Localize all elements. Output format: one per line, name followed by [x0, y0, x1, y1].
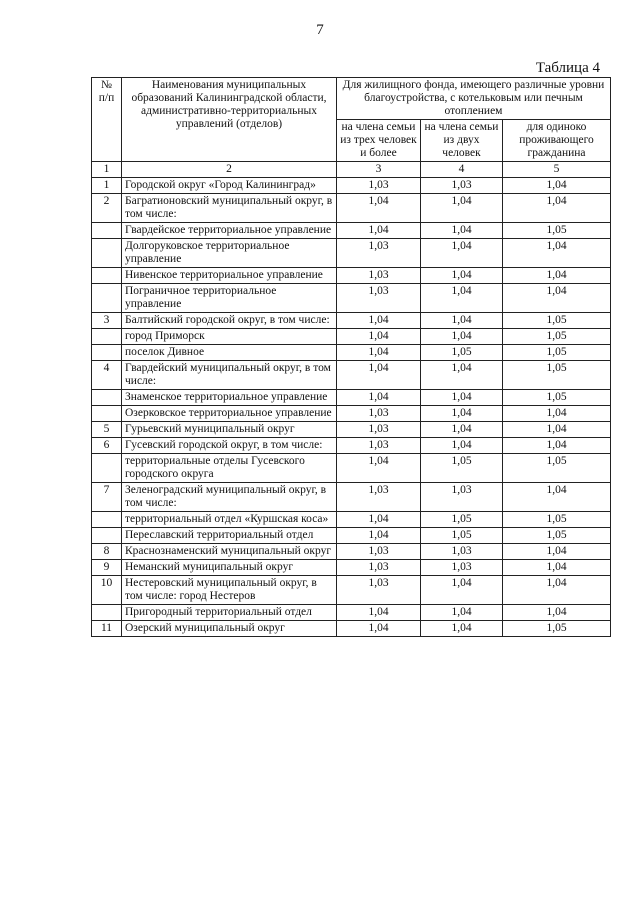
- row-name-cell: Зеленоградский муниципальный округ, в том числе:: [122, 483, 337, 512]
- header-col4: на члена семьи из двух человек: [421, 120, 503, 162]
- row-number-cell: 11: [92, 621, 122, 637]
- value-single-person-cell: 1,05: [503, 223, 611, 239]
- row-number-cell: [92, 406, 122, 422]
- row-number-cell: 10: [92, 576, 122, 605]
- table-body: [92, 178, 611, 637]
- value-three-persons-cell: 1,04: [337, 390, 421, 406]
- row-name-cell: Гусевский городской округ, в том числе:: [122, 438, 337, 454]
- value-two-persons-cell: 1,04: [421, 268, 503, 284]
- value-two-persons-cell: 1,04: [421, 284, 503, 313]
- value-two-persons-cell: 1,04: [421, 390, 503, 406]
- value-two-persons-cell: 1,05: [421, 512, 503, 528]
- value-two-persons-cell: 1,04: [421, 576, 503, 605]
- row-name-cell: Гурьевский муниципальный округ: [122, 422, 337, 438]
- value-single-person-cell: 1,04: [503, 239, 611, 268]
- table-row: [92, 422, 611, 438]
- value-two-persons-cell: 1,03: [421, 178, 503, 194]
- value-three-persons-cell: 1,04: [337, 329, 421, 345]
- value-three-persons-cell: 1,03: [337, 406, 421, 422]
- row-number-cell: 8: [92, 544, 122, 560]
- header-num: № п/п: [92, 78, 122, 162]
- value-single-person-cell: 1,05: [503, 345, 611, 361]
- value-three-persons-cell: 1,03: [337, 268, 421, 284]
- value-single-person-cell: 1,04: [503, 483, 611, 512]
- value-two-persons-cell: 1,05: [421, 454, 503, 483]
- row-number-cell: [92, 329, 122, 345]
- table-row: [92, 406, 611, 422]
- value-two-persons-cell: 1,03: [421, 560, 503, 576]
- value-single-person-cell: 1,04: [503, 422, 611, 438]
- row-number-cell: 6: [92, 438, 122, 454]
- value-single-person-cell: 1,05: [503, 528, 611, 544]
- row-number-cell: [92, 345, 122, 361]
- row-name-cell: Пограничное территориальное управление: [122, 284, 337, 313]
- row-name-cell: поселок Дивное: [122, 345, 337, 361]
- value-two-persons-cell: 1,04: [421, 329, 503, 345]
- table-row: [92, 438, 611, 454]
- table-row: [92, 284, 611, 313]
- table-row: [92, 483, 611, 512]
- row-name-cell: Пригородный территориальный отдел: [122, 605, 337, 621]
- header-row-main: [92, 78, 611, 120]
- row-name-cell: Переславский территориальный отдел: [122, 528, 337, 544]
- value-three-persons-cell: 1,04: [337, 223, 421, 239]
- value-three-persons-cell: 1,04: [337, 194, 421, 223]
- index-cell: 1: [92, 162, 122, 178]
- value-single-person-cell: 1,04: [503, 194, 611, 223]
- index-cell: 3: [337, 162, 421, 178]
- header-group: Для жилищного фонда, имеющего различные уровни благоустройства, с котельковым или печным отоплением: [337, 78, 611, 120]
- index-cell: 5: [503, 162, 611, 178]
- row-number-cell: [92, 605, 122, 621]
- row-name-cell: Нестеровский муниципальный округ, в том числе: город Нестеров: [122, 576, 337, 605]
- row-name-cell: город Приморск: [122, 329, 337, 345]
- row-number-cell: [92, 223, 122, 239]
- table-row: [92, 560, 611, 576]
- header-name: Наименования муниципальных образований Калининградской области, административно-территориальных управлений (отделов): [122, 78, 337, 162]
- value-three-persons-cell: 1,04: [337, 345, 421, 361]
- row-number-cell: [92, 390, 122, 406]
- row-number-cell: [92, 454, 122, 483]
- value-single-person-cell: 1,04: [503, 576, 611, 605]
- header-col5: для одиноко проживающего гражданина: [503, 120, 611, 162]
- value-single-person-cell: 1,04: [503, 560, 611, 576]
- row-number-cell: 9: [92, 560, 122, 576]
- value-three-persons-cell: 1,03: [337, 483, 421, 512]
- row-number-cell: [92, 239, 122, 268]
- value-three-persons-cell: 1,03: [337, 422, 421, 438]
- value-two-persons-cell: 1,04: [421, 422, 503, 438]
- value-three-persons-cell: 1,03: [337, 178, 421, 194]
- row-name-cell: территориальный отдел «Куршская коса»: [122, 512, 337, 528]
- value-single-person-cell: 1,04: [503, 406, 611, 422]
- row-number-cell: 1: [92, 178, 122, 194]
- row-name-cell: Озерский муниципальный округ: [122, 621, 337, 637]
- value-three-persons-cell: 1,04: [337, 361, 421, 390]
- index-row: [92, 162, 611, 178]
- table-row: [92, 621, 611, 637]
- row-name-cell: Гвардейский муниципальный округ, в том числе:: [122, 361, 337, 390]
- value-two-persons-cell: 1,04: [421, 621, 503, 637]
- value-three-persons-cell: 1,03: [337, 239, 421, 268]
- table-row: [92, 223, 611, 239]
- value-two-persons-cell: 1,04: [421, 223, 503, 239]
- header-col3: на члена семьи из трех человек и более: [337, 120, 421, 162]
- row-name-cell: Неманский муниципальный округ: [122, 560, 337, 576]
- row-name-cell: Долгоруковское территориальное управление: [122, 239, 337, 268]
- value-two-persons-cell: 1,04: [421, 194, 503, 223]
- row-number-cell: 3: [92, 313, 122, 329]
- value-three-persons-cell: 1,03: [337, 438, 421, 454]
- table-row: [92, 544, 611, 560]
- table-row: [92, 313, 611, 329]
- value-three-persons-cell: 1,04: [337, 454, 421, 483]
- row-number-cell: [92, 284, 122, 313]
- row-name-cell: Городской округ «Город Калининград»: [122, 178, 337, 194]
- value-single-person-cell: 1,04: [503, 178, 611, 194]
- table-row: [92, 178, 611, 194]
- value-three-persons-cell: 1,04: [337, 528, 421, 544]
- table-row: [92, 605, 611, 621]
- row-number-cell: [92, 528, 122, 544]
- table-row: [92, 345, 611, 361]
- row-name-cell: Знаменское территориальное управление: [122, 390, 337, 406]
- value-two-persons-cell: 1,04: [421, 239, 503, 268]
- table-row: [92, 268, 611, 284]
- row-number-cell: 4: [92, 361, 122, 390]
- value-single-person-cell: 1,05: [503, 512, 611, 528]
- row-name-cell: Багратионовский муниципальный округ, в том числе:: [122, 194, 337, 223]
- table-row: [92, 194, 611, 223]
- table-row: [92, 239, 611, 268]
- table-row: [92, 576, 611, 605]
- row-name-cell: Краснознаменский муниципальный округ: [122, 544, 337, 560]
- value-three-persons-cell: 1,03: [337, 284, 421, 313]
- value-three-persons-cell: 1,04: [337, 313, 421, 329]
- value-three-persons-cell: 1,04: [337, 621, 421, 637]
- table-row: [92, 390, 611, 406]
- table-row: [92, 454, 611, 483]
- value-single-person-cell: 1,04: [503, 544, 611, 560]
- row-number-cell: 2: [92, 194, 122, 223]
- value-two-persons-cell: 1,05: [421, 345, 503, 361]
- value-single-person-cell: 1,05: [503, 621, 611, 637]
- value-two-persons-cell: 1,04: [421, 313, 503, 329]
- value-three-persons-cell: 1,04: [337, 512, 421, 528]
- value-two-persons-cell: 1,05: [421, 528, 503, 544]
- index-cell: 2: [122, 162, 337, 178]
- value-three-persons-cell: 1,03: [337, 576, 421, 605]
- value-single-person-cell: 1,04: [503, 605, 611, 621]
- table-row: [92, 528, 611, 544]
- value-single-person-cell: 1,05: [503, 454, 611, 483]
- table-row: [92, 329, 611, 345]
- value-two-persons-cell: 1,04: [421, 438, 503, 454]
- row-number-cell: [92, 268, 122, 284]
- value-two-persons-cell: 1,04: [421, 361, 503, 390]
- table-row: [92, 512, 611, 528]
- value-single-person-cell: 1,05: [503, 390, 611, 406]
- table-caption: Таблица 4: [535, 60, 600, 76]
- value-two-persons-cell: 1,04: [421, 605, 503, 621]
- value-single-person-cell: 1,04: [503, 268, 611, 284]
- row-name-cell: Нивенское территориальное управление: [122, 268, 337, 284]
- value-single-person-cell: 1,04: [503, 284, 611, 313]
- row-number-cell: 7: [92, 483, 122, 512]
- value-single-person-cell: 1,05: [503, 313, 611, 329]
- page-number: 7: [316, 22, 324, 38]
- value-single-person-cell: 1,04: [503, 438, 611, 454]
- row-name-cell: Гвардейское территориальное управление: [122, 223, 337, 239]
- value-two-persons-cell: 1,04: [421, 406, 503, 422]
- value-three-persons-cell: 1,03: [337, 560, 421, 576]
- value-three-persons-cell: 1,04: [337, 605, 421, 621]
- row-name-cell: территориальные отделы Гусевского городского округа: [122, 454, 337, 483]
- table-row: [92, 361, 611, 390]
- row-name-cell: Озерковское территориальное управление: [122, 406, 337, 422]
- value-single-person-cell: 1,05: [503, 361, 611, 390]
- row-number-cell: 5: [92, 422, 122, 438]
- row-name-cell: Балтийский городской округ, в том числе:: [122, 313, 337, 329]
- value-single-person-cell: 1,05: [503, 329, 611, 345]
- value-two-persons-cell: 1,03: [421, 544, 503, 560]
- value-three-persons-cell: 1,03: [337, 544, 421, 560]
- row-number-cell: [92, 512, 122, 528]
- coefficients-table: [91, 77, 611, 637]
- value-two-persons-cell: 1,03: [421, 483, 503, 512]
- index-cell: 4: [421, 162, 503, 178]
